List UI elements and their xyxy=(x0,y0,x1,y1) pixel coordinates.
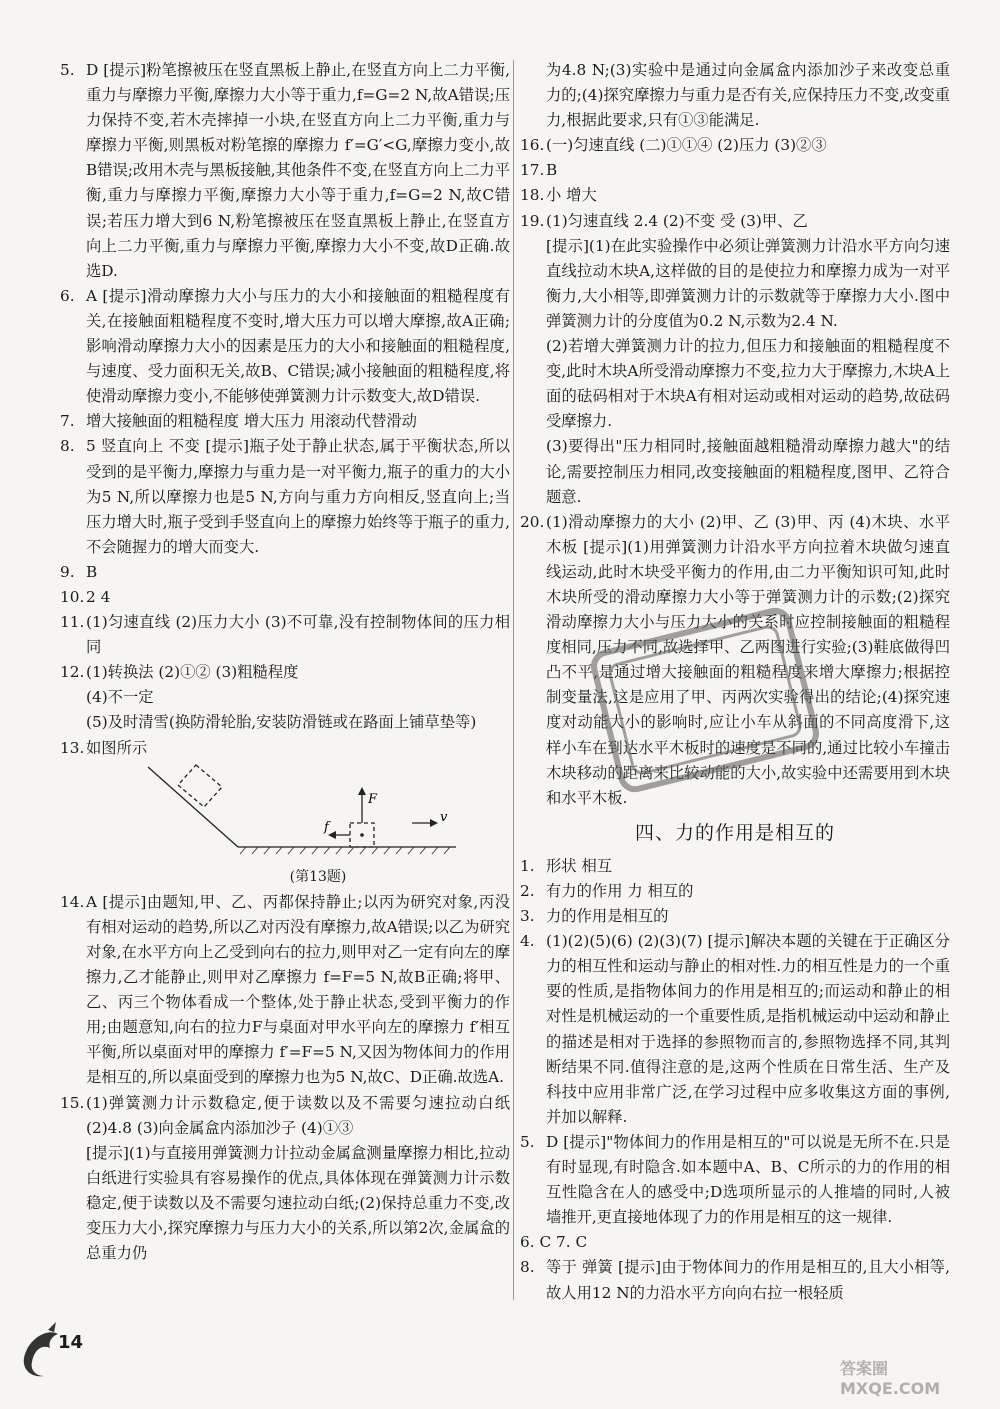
stamp-mark xyxy=(585,600,825,800)
answer-number: 12. xyxy=(60,663,85,682)
answer-19 xyxy=(520,209,950,234)
answer-number: 2. xyxy=(520,882,535,900)
section-title: 四、力的作用是相互的 xyxy=(634,821,835,844)
watermark-line2: MXQE.COM xyxy=(840,1379,941,1398)
answer-number: 16. xyxy=(520,136,545,155)
answer-number: 14. xyxy=(60,892,85,911)
section-answer-5 xyxy=(520,1130,950,1230)
answer-14 xyxy=(60,890,510,1091)
answer-line: (1)转换法 (2)①② (3)粗糙程度 xyxy=(86,663,299,682)
ground-hatching xyxy=(240,847,450,854)
answer-5 xyxy=(60,58,510,284)
answer-text: D [提示]粉笔擦被压在竖直黑板上静止,在竖直方向上二力平衡,重力与摩擦力平衡,摩擦力大小等于重力,f=G=2 N,故A错误;压力保持不变,若木壳摔掉一小块,在竖直方向上二力平衡,重力与摩擦力平衡,则黑板对粉笔擦的摩擦力 f′=G′<G,摩擦力变小,故B错误;改用木壳与黑板接触,其他条件不变,在竖直方向上二力平衡,重力与摩擦力平衡,摩擦力大小等于重力,f=G=2 N,故C错误;若压力增大到6 N,粉笔擦被压在竖直黑板上静止,在竖直方向上二力平衡,重力与摩擦力平衡,摩擦力大小不变,故D正确.故选D. xyxy=(86,61,510,280)
answer-7 xyxy=(60,409,510,434)
answer-text: (1)匀速直线 (2)压力大小 (3)不可靠,没有控制物体间的压力相同 xyxy=(86,613,510,657)
answer-text: B xyxy=(86,562,98,581)
answer-number: 13. xyxy=(60,738,85,757)
answer-18 xyxy=(520,183,950,208)
left-column xyxy=(60,58,510,1266)
answer-17 xyxy=(520,158,950,183)
section-answer-2 xyxy=(520,879,950,904)
section-answer-6-7: 6. C 7. C xyxy=(520,1233,588,1252)
answer-number: 15. xyxy=(60,1093,85,1112)
answer-19-hint-1: [提示](1)在此实验操作中必须让弹簧测力计沿水平方向匀速直线拉动木块A,这样做的目的是使拉力和摩擦力成为一对平衡力,大小相等,即弹簧测力计的示数就等于摩擦力大小.图中弹簧测力计的分度值为0.2 N,示数为2.4 N. xyxy=(546,236,950,330)
answer-text: 等于 弹簧 [提示]由于物体间力的作用是相互的,且大小相等,故人用12 N的力沿水平方向向右拉一根轻质 xyxy=(546,1258,950,1302)
figure-13 xyxy=(60,761,510,890)
answer-number: 11. xyxy=(60,613,85,632)
answer-line: (5)及时清雪(换防滑轮胎,安装防滑链或在路面上铺草垫等) xyxy=(86,713,477,732)
answer-number: 17. xyxy=(520,161,545,180)
answer-text: (1)匀速直线 2.4 (2)不变 受 (3)甲、乙 xyxy=(546,211,808,230)
label-F: F xyxy=(368,791,378,807)
answer-number: 18. xyxy=(520,186,545,205)
answer-text: 增大接触面的粗糙程度 增大压力 用滚动代替滑动 xyxy=(86,412,417,431)
answer-number: 10. xyxy=(60,587,85,606)
answer-11 xyxy=(60,610,510,660)
answer-text: 形状 相互 xyxy=(546,856,613,875)
answer-number: 5. xyxy=(520,1132,535,1151)
answer-number: 1. xyxy=(520,856,535,875)
answer-number: 20. xyxy=(520,512,545,531)
answer-number: 4. xyxy=(520,932,535,951)
answer-13 xyxy=(60,736,510,761)
column-divider xyxy=(513,60,514,1300)
answer-text: (1)(2)(5)(6) (2)(3)(7) [提示]解决本题的关键在于正确区分力的相互性和运动与静止的相对性.力的相互性是力的一个重要的性质,是指物体间力的作用是相互的;而运动和静止的相对性是机械运动的一个重要性质,是指机械运动中运动和静止的描述是相对于选择的参照物而言的,参照物选择不同,其判断结果不同.值得注意的是,这两个性质在日常生活、生产及科技中应用非常广泛,在学习过程中应多收集这方面的事例,并加以解释. xyxy=(546,932,950,1126)
answer-19-hint-3: (3)要得出"压力相同时,接触面越粗糙滑动摩擦力越大"的结论,需要控制压力相同,改变接触面的粗糙程度,图甲、乙符合题意. xyxy=(546,437,950,506)
answer-16 xyxy=(520,133,950,158)
watermark xyxy=(840,1356,940,1398)
answer-text: (1)滑动摩擦力的大小 (2)甲、乙 (3)甲、丙 (4)木块、水平木板 [提示](1)用弹簧测力计沿水平方向拉着木块做匀速直线运动,此时木块受平衡力的作用,由二力平衡知识可知,此时木块所受的滑动摩擦力大小等于弹簧测力计的示数;(2)探究滑动摩擦力大小与压力大小的关系时应控制接触面的粗糙程度相同,压力不同,故选择甲、乙两图进行实验;(3)鞋底做得凹凸不平,是通过增大接触面的粗糙程度来增大摩擦力;根据控制变量法,这是应用了甲、丙两次实验得出的结论;(4)探究速度对动能大小的影响时,应让小车从斜面的不同高度滑下,这样小车在到达水平木板时的速度是不同的,通过比较小车撞击木块移动的距离来比较动能的大小,故实验中还需要用到木块和水平木板. xyxy=(546,512,950,807)
answer-number: 8. xyxy=(60,437,75,456)
answer-text: D [提示]"物体间力的作用是相互的"可以说是无所不在.只是有时显现,有时隐含.如本题中A、B、C所示的力的作用的相互性隐含在人的感受中;D选项所显示的人推墙的同时,人被墙推开,更直接地体现了力的作用是相互的这一规律. xyxy=(546,1132,950,1227)
answer-text: A [提示]滑动摩擦力大小与压力的大小和接触面的粗糙程度有关,在接触面粗糙程度不变时,增大压力可以增大摩擦,故A正确;影响滑动摩擦力大小的因素是压力的大小和接触面的粗糙程度,与速度、受力面积无关,故B、C错误;减小接触面的粗糙程度,将使滑动摩擦力变小,不能够使弹簧测力计示数变大,故D错误. xyxy=(86,286,510,406)
answer-number: 8. xyxy=(520,1258,535,1277)
answer-line: (4)不一定 xyxy=(86,688,154,707)
answer-text: 小 增大 xyxy=(546,186,597,205)
section-answer-8 xyxy=(520,1255,950,1305)
answer-number: 6. xyxy=(60,286,75,305)
answer-text: A [提示]由题知,甲、乙、丙都保持静止;以丙为研究对象,丙没有相对运动的趋势,所以乙对丙没有摩擦力,故A错误;以乙为研究对象,在水平方向上乙受到向右的拉力,则甲对乙一定有向左的摩擦力,乙才能静止,则甲对乙摩擦力 f=F=5 N,故B正确;将甲、乙、丙三个物体看成一个整体,处于静止状态,受到平衡力的作用;由题意知,向右的拉力F与桌面对甲水平向左的摩擦力 f′相互平衡,所以桌面对甲的摩擦力 f′=F=5 N,又因为物体间力的作用是相互的,所以桌面受到的摩擦力也为5 N,故C、D正确.故选A. xyxy=(86,892,510,1087)
answer-15-continued: 为4.8 N;(3)实验中是通过向金属盒内添加沙子来改变总重力的;(4)探究摩擦力与重力是否有关,应保持压力不变,改变重力,根据此要求,只有①③能满足. xyxy=(546,61,950,130)
section-answer-4 xyxy=(520,929,950,1130)
answer-15-hint: [提示](1)与直接用弹簧测力计拉动金属盒测量摩擦力相比,拉动白纸进行实验具有容易操作的优点,具体体现在弹簧测力计示数稳定,便于读数以及不需要匀速拉动白纸;(2)保持总重力不变,改变压力大小,探究摩擦力与压力大小的关系,所以第2次,金属盒的总重力仍 xyxy=(86,1143,510,1263)
answer-text: 如图所示 xyxy=(86,738,148,757)
incline-line xyxy=(148,767,238,847)
answer-number: 19. xyxy=(520,211,545,230)
answer-text: B xyxy=(546,161,558,180)
label-v: v xyxy=(440,809,448,825)
answer-15 xyxy=(60,1091,510,1141)
page-number: 14 xyxy=(58,1332,84,1353)
label-f: f xyxy=(324,819,329,835)
incline-force-diagram xyxy=(86,761,486,857)
answer-19-hint-2: (2)若增大弹簧测力计的拉力,但压力和接触面的粗糙程度不变,此时木块A所受滑动摩擦力不变,拉力大于摩擦力,木块A上面的砝码相对于木块A有相对运动或相对运动的趋势,故砝码受摩擦力. xyxy=(546,337,950,431)
answer-12 xyxy=(60,660,510,735)
answer-text: 有力的作用 力 相互的 xyxy=(546,882,694,900)
answer-number: 7. xyxy=(60,412,75,431)
answer-number: 9. xyxy=(60,562,75,581)
answer-text: (一)匀速直线 (二)①①④ (2)压力 (3)②③ xyxy=(546,136,827,155)
answer-10 xyxy=(60,585,510,610)
answer-6 xyxy=(60,284,510,409)
answer-text: 2 4 xyxy=(86,587,111,606)
answer-9 xyxy=(60,560,510,585)
figure-caption: (第13题) xyxy=(289,868,347,885)
watermark-line1: 答案圈 xyxy=(840,1359,889,1378)
answer-number: 3. xyxy=(520,907,535,926)
section-answer-3 xyxy=(520,904,950,929)
answer-number: 5. xyxy=(60,61,75,79)
section-answer-1 xyxy=(520,854,950,879)
answer-text: 力的作用是相互的 xyxy=(546,907,669,926)
answer-text: (1)弹簧测力计示数稳定,便于读数以及不需要匀速拉动白纸 (2)4.8 (3)向金属盒内添加沙子 (4)①③ xyxy=(86,1093,510,1137)
answer-text: 5 竖直向上 不变 [提示]瓶子处于静止状态,属于平衡状态,所以受到的是平衡力,摩擦力与重力是一对平衡力,瓶子的重力的大小为5 N,所以摩擦力也是5 N,方向与重力方向相反,竖直向上;当压力增大时,瓶子受到手竖直向上的摩擦力始终等于瓶子的重力,不会随握力的增大而变大. xyxy=(86,437,510,556)
dashed-block-on-incline xyxy=(178,765,222,807)
answer-8 xyxy=(60,434,510,559)
